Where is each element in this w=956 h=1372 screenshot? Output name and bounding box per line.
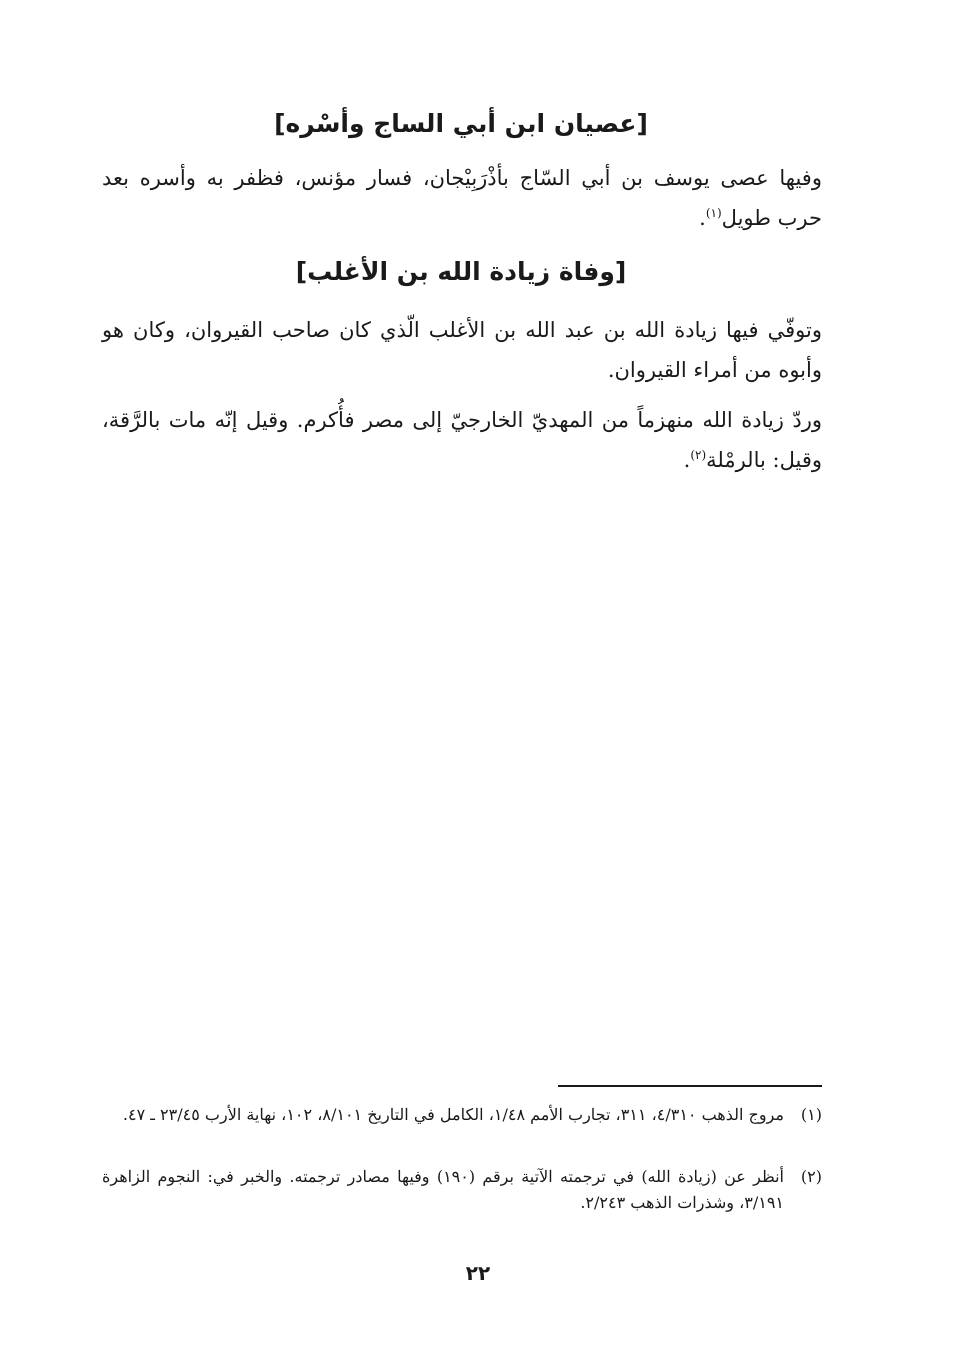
paragraph-revolt-text: وفيها عصى يوسف بن أبي السّاج بأذْرَبِيْجان، فسار مؤنس، فظفر به وأسره بعد حرب طويل (102, 166, 822, 230)
paragraph-return-text: وردّ زيادة الله منهزماً من المهديّ الخارجيّ إلى مصر فأُكرم. وقيل إنّه مات بالرَّقة، وقيل: بالرمْلة (102, 408, 822, 472)
paragraph-return-end: . (683, 448, 691, 472)
paragraph-return (102, 400, 822, 480)
footnote-ref-2[interactable]: (٢) (690, 448, 707, 462)
footnote-ref-1[interactable]: (١) (705, 206, 722, 220)
paragraph-revolt-end: . (699, 206, 706, 230)
footnote-2 (102, 1164, 822, 1216)
paragraph-death-text: وتوفّي فيها زيادة الله بن عبد الله بن الأغلب الّذي كان صاحب القيروان، وكان هو وأبوه من أمراء القيروان. (102, 318, 822, 382)
page-number: ٢٢ (465, 1261, 491, 1285)
footnote-text: مروج الذهب ٤/٣١٠، ٣١١، تجارب الأمم ١/٤٨، الكامل في التاريخ ٨/١٠١، ١٠٢، نهاية الأرب ٢٣/٤٥ ـ ٤٧. (122, 1105, 784, 1124)
footnote-divider (558, 1085, 822, 1087)
paragraph-revolt (102, 158, 822, 238)
footnote-number: (٢) (800, 1167, 822, 1186)
footnote-text: أنظر عن (زيادة الله) في ترجمته الآتية برقم (١٩٠) وفيها مصادر ترجمته. والخبر في: النجوم الزاهرة ٣/١٩١، وشذرات الذهب ٢/٢٤٣. (102, 1167, 784, 1212)
section-heading-death: [وفاة زيادة الله بن الأغلب] (295, 257, 627, 286)
paragraph-death (102, 310, 822, 390)
section-heading-revolt: [عصيان ابن أبي الساج وأسْره] (274, 109, 648, 138)
footnote-number: (١) (800, 1105, 822, 1124)
footnote-1 (102, 1102, 822, 1128)
